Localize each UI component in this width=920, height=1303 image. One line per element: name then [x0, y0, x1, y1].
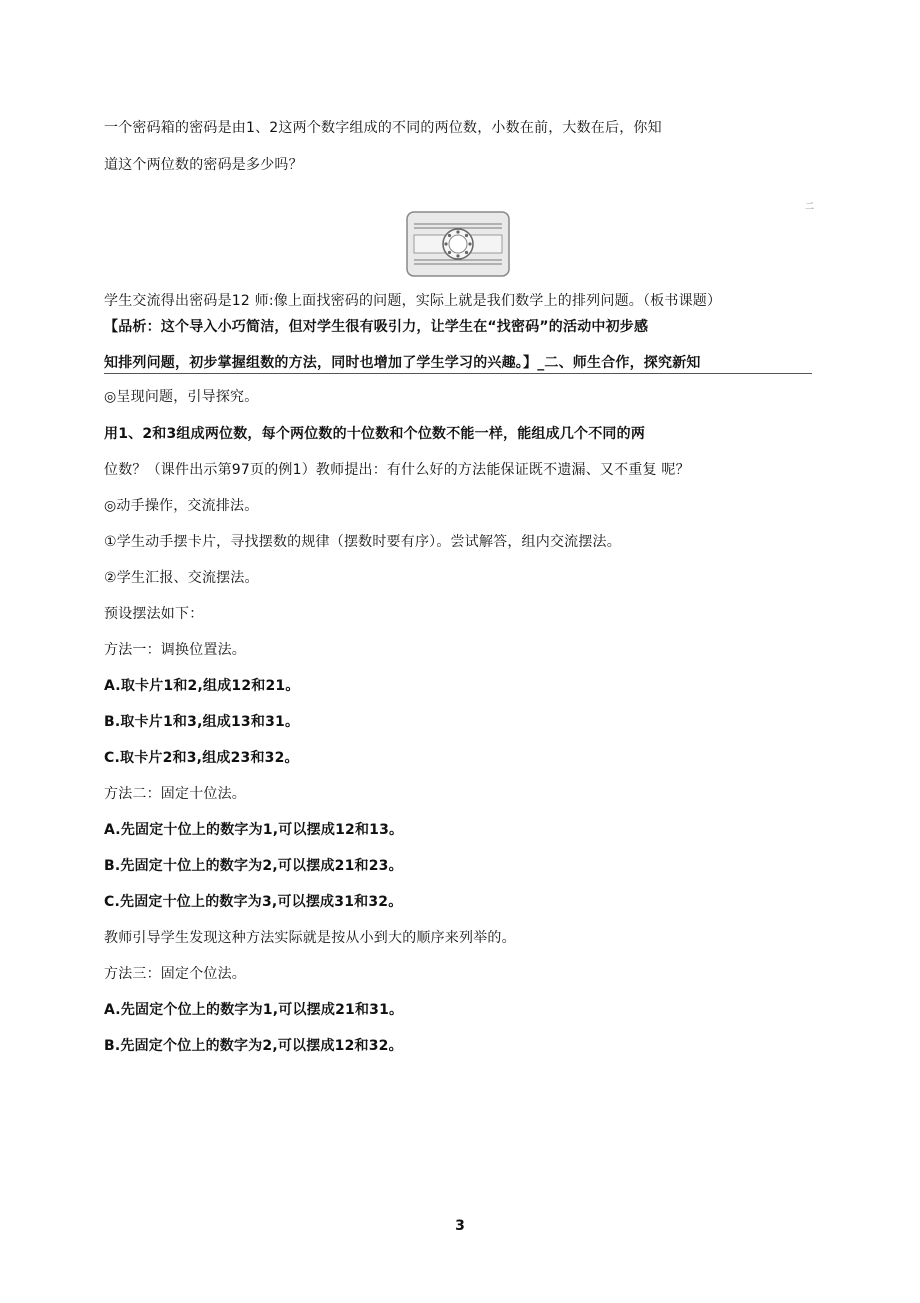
body-line: C.先固定十位上的数字为3,可以摆成31和32。	[104, 894, 403, 910]
body-line: B.取卡片1和3,组成13和31。	[104, 714, 300, 730]
body-line: ◎呈现问题，引导探究。	[104, 389, 259, 405]
intro-line-1: 一个密码箱的密码是由1、2这两个数字组成的不同的两位数，小数在前，大数在后，你知	[104, 120, 662, 136]
analysis-line-1: 【品析：这个导入小巧简洁，但对学生很有吸引力，让学生在“找密码”的活动中初步感	[104, 319, 649, 335]
password-box-icon	[406, 211, 510, 277]
body-line: 方法二：固定十位法。	[104, 786, 246, 802]
analysis-line-2: 知排列问题，初步掌握组数的方法，同时也增加了学生学习的兴趣。】_二、师生合作，探究新知	[104, 355, 701, 371]
body-line: ②学生汇报、交流摆法。	[104, 570, 259, 586]
body-line: 预设摆法如下：	[104, 606, 204, 622]
body-line: A.取卡片1和2,组成12和21。	[104, 678, 300, 694]
body-line: B.先固定十位上的数字为2,可以摆成21和23。	[104, 858, 403, 874]
teacher-line: 学生交流得出密码是12 师:像上面找密码的问题，实际上就是我们数学上的排列问题。（板书课题）	[104, 293, 722, 309]
body-line: 方法一：调换位置法。	[104, 642, 246, 658]
body-line: ◎动手操作，交流排法。	[104, 498, 259, 514]
body-line: 教师引导学生发现这种方法实际就是按从小到大的顺序来列举的。	[104, 930, 516, 946]
body-line: A.先固定十位上的数字为1,可以摆成12和13。	[104, 822, 404, 838]
body-line: A.先固定个位上的数字为1,可以摆成21和31。	[104, 1002, 404, 1018]
body-line: B.先固定个位上的数字为2,可以摆成12和32。	[104, 1038, 403, 1054]
body-line: ①学生动手摆卡片，寻找摆数的规律（摆数时要有序）。尝试解答，组内交流摆法。	[104, 534, 621, 550]
corner-mark: 二	[805, 202, 815, 212]
section-divider	[104, 373, 812, 374]
page-number: 3	[455, 1218, 465, 1234]
intro-line-2: 道这个两位数的密码是多少吗？	[104, 157, 303, 173]
body-line: C.取卡片2和3,组成23和32。	[104, 750, 299, 766]
body-line: 位数？（课件出示第97页的例1）教师提出：有什么好的方法能保证既不遗漏、又不重复 呢？	[104, 462, 690, 478]
body-line: 用1、2和3组成两位数，每个两位数的十位数和个位数不能一样，能组成几个不同的两	[104, 426, 646, 442]
body-line: 方法三：固定个位法。	[104, 966, 246, 982]
